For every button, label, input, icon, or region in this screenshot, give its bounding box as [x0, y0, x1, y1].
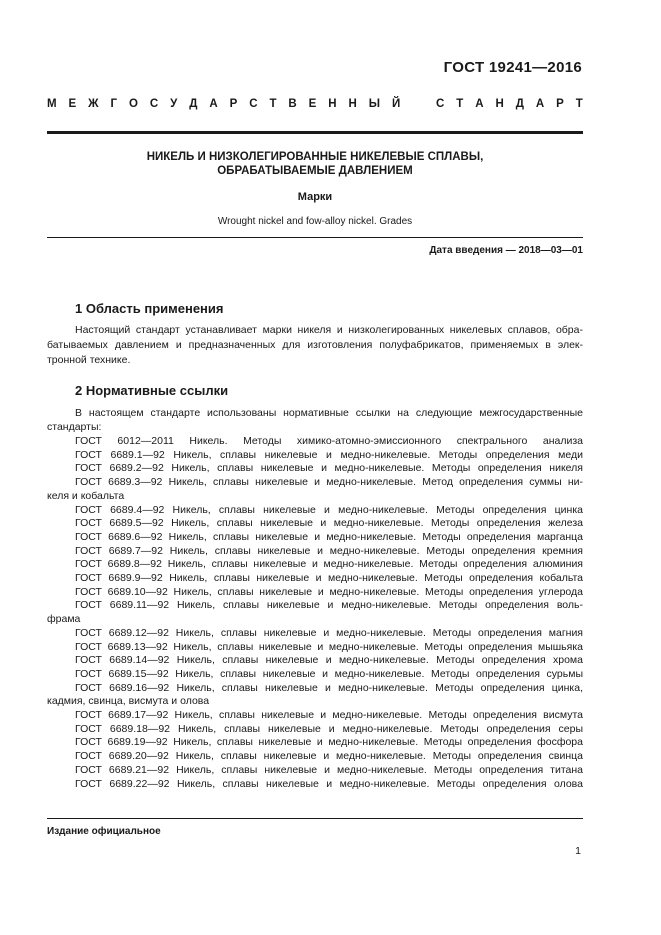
reference-continuation: фрама [47, 613, 81, 626]
reference-continuation: кадмия, свинца, висмута и олова [47, 695, 210, 708]
reference-text: ГОСТ 6689.4—92 Никель, сплавы никелевые и медно-никелевые. Методы определения цинка [75, 503, 583, 516]
section-2-heading: 2 Нормативные ссылки [75, 383, 229, 398]
reference-text: ГОСТ 6689.12—92 Никель, сплавы никелевые и медно-никелевые. Методы определения магния [75, 626, 583, 639]
reference-item [47, 599, 583, 626]
reference-text: ГОСТ 6689.10—92 Никель, сплавы никелевые и медно-никелевые. Методы определения углерода [75, 585, 583, 598]
reference-text: ГОСТ 6689.2—92 Никель, сплавы никелевые и медно-никелевые. Методы определения никеля [75, 462, 583, 475]
banner-letter: Е [308, 98, 317, 110]
section-2-intro [47, 406, 583, 434]
banner-letter: Т [575, 98, 583, 110]
paragraph-line: тронной технике. [47, 354, 131, 366]
reference-item [47, 517, 583, 531]
banner-letter: А [535, 98, 545, 110]
title-rule [47, 237, 583, 238]
reference-text: ГОСТ 6689.9—92 Никель, сплавы никелевые и медно-никелевые. Методы определения кобальта [75, 572, 583, 585]
section-1-paragraph [47, 323, 583, 368]
reference-text: ГОСТ 6689.21—92 Никель, сплавы никелевые и медно-никелевые. Методы определения титана [75, 763, 583, 776]
title-line-2: ОБРАБАТЫВАЕМЫЕ ДАВЛЕНИЕМ [217, 165, 413, 177]
reference-item [47, 682, 583, 709]
reference-item [47, 764, 583, 778]
edition-note: Издание официальное [47, 826, 161, 837]
banner-letter: Й [391, 98, 401, 110]
banner-letter: У [170, 98, 178, 110]
reference-text: ГОСТ 6689.3—92 Никель, сплавы никелевые и медно-никелевые. Метод определения суммы ни- [75, 476, 583, 489]
reference-text: ГОСТ 6689.13—92 Никель, сплавы никелевые и медно-никелевые. Методы определения мышьяка [75, 640, 583, 653]
reference-item [47, 654, 583, 668]
banner-letter: Н [328, 98, 337, 110]
english-title: Wrought nickel and fow-alloy nickel. Grades [217, 216, 413, 227]
banner-letter: Н [495, 98, 504, 110]
title-line-1: НИКЕЛЬ И НИЗКОЛЕГИРОВАННЫЕ НИКЕЛЕВЫЕ СПЛАВЫ, [146, 151, 484, 163]
reference-text: ГОСТ 6689.5—92 Никель, сплавы никелевые и медно-никелевые. Методы определения железа [75, 517, 583, 530]
doc-number: ГОСТ 19241—2016 [443, 59, 582, 76]
banner-letter: М [47, 98, 57, 110]
banner-letter: О [128, 98, 138, 110]
footer-rule [47, 818, 583, 819]
banner-letter: С [249, 98, 258, 110]
banner-letter: А [475, 98, 484, 110]
banner-letter: Р [556, 98, 564, 110]
banner-letter: А [209, 98, 218, 110]
banner-letter: С [149, 98, 159, 110]
banner-letter: Р [229, 98, 238, 110]
reference-item [47, 641, 583, 655]
banner-letter: Г [110, 98, 118, 110]
banner-letter: В [288, 98, 297, 110]
banner-letter: Т [456, 98, 464, 110]
reference-item [47, 668, 583, 682]
reference-item [47, 545, 583, 559]
banner-letter: Д [189, 98, 198, 110]
paragraph-line: В настоящем стандарте использованы нормативные ссылки на следующие межгосударственные [75, 407, 583, 419]
reference-item [47, 476, 583, 503]
reference-item [47, 709, 583, 723]
reference-continuation: келя и кобальта [47, 489, 125, 502]
reference-item [47, 558, 583, 572]
reference-item [47, 586, 583, 600]
reference-text: ГОСТ 6689.16—92 Никель, сплавы никелевые и медно-никелевые. Методы определения цинка, [75, 681, 583, 694]
reference-text: ГОСТ 6689.14—92 Никель, сплавы никелевые и медно-никелевые. Методы определения хрома [75, 654, 583, 667]
reference-text: ГОСТ 6689.1—92 Никель, сплавы никелевые и медно-никелевые. Методы определения меди [75, 448, 583, 461]
page-number: 1 [575, 845, 581, 857]
reference-item [47, 627, 583, 641]
reference-item [47, 462, 583, 476]
header-rule [47, 131, 583, 134]
paragraph-line: батываемых давлением и предназначенных для изготовления полуфабрикатов, применяемых в элек- [47, 339, 583, 351]
reference-text: ГОСТ 6689.20—92 Никель, сплавы никелевые и медно-никелевые. Методы определения свинца [75, 750, 583, 763]
reference-text: ГОСТ 6689.22—92 Никель, сплавы никелевые и медно-никелевые. Методы определения олова [75, 777, 583, 790]
reference-item [47, 449, 583, 463]
reference-text: ГОСТ 6689.8—92 Никель, сплавы никелевые и медно-никелевые. Методы определения алюминия [75, 558, 583, 571]
reference-text: ГОСТ 6012—2011 Никель. Методы химико-атомно-эмиссионного спектрального анализа [75, 435, 583, 447]
reference-item [47, 750, 583, 764]
reference-text: ГОСТ 6689.18—92 Никель, сплавы никелевые и медно-никелевые. Методы определения серы [75, 722, 583, 735]
document-subtitle: Марки [297, 191, 333, 203]
reference-item [47, 531, 583, 545]
banner-letter: Ж [88, 98, 99, 110]
reference-item [47, 572, 583, 586]
standard-banner [47, 98, 583, 110]
reference-item [47, 736, 583, 750]
reference-item [47, 504, 583, 518]
document-title [47, 150, 583, 178]
reference-text: ГОСТ 6689.11—92 Никель, сплавы никелевые и медно-никелевые. Методы определения воль- [75, 599, 583, 612]
normative-references-list [47, 435, 583, 791]
reference-text: ГОСТ 6689.7—92 Никель, сплавы никелевые и медно-никелевые. Методы определения кремния [75, 544, 583, 557]
banner-letter: Т [269, 98, 277, 110]
section-1-heading: 1 Область применения [75, 301, 224, 316]
reference-text: ГОСТ 6689.6—92 Никель, сплавы никелевые и медно-никелевые. Методы определения марганца [75, 530, 583, 543]
banner-letter: Ы [368, 98, 381, 110]
paragraph-line: Настоящий стандарт устанавливает марки никеля и низколегированных никелевых сплавов, обра- [75, 324, 583, 336]
reference-item [47, 778, 583, 792]
banner-letter: Н [348, 98, 357, 110]
reference-text: ГОСТ 6689.15—92 Никель, сплавы никелевые и медно-никелевые. Методы определения сурьмы [75, 667, 583, 680]
paragraph-line: стандарты: [47, 421, 102, 433]
reference-item [47, 435, 583, 449]
reference-text: ГОСТ 6689.19—92 Никель, сплавы никелевые и медно-никелевые. Методы определения фосфора [75, 736, 583, 749]
reference-text: ГОСТ 6689.17—92 Никель, сплавы никелевые и медно-никелевые. Методы определения висмута [75, 709, 583, 722]
banner-letter: С [436, 98, 445, 110]
reference-item [47, 723, 583, 737]
introduction-date: Дата введения — 2018—03—01 [429, 245, 583, 256]
banner-letter: Д [515, 98, 524, 110]
banner-letter: Е [68, 98, 77, 110]
